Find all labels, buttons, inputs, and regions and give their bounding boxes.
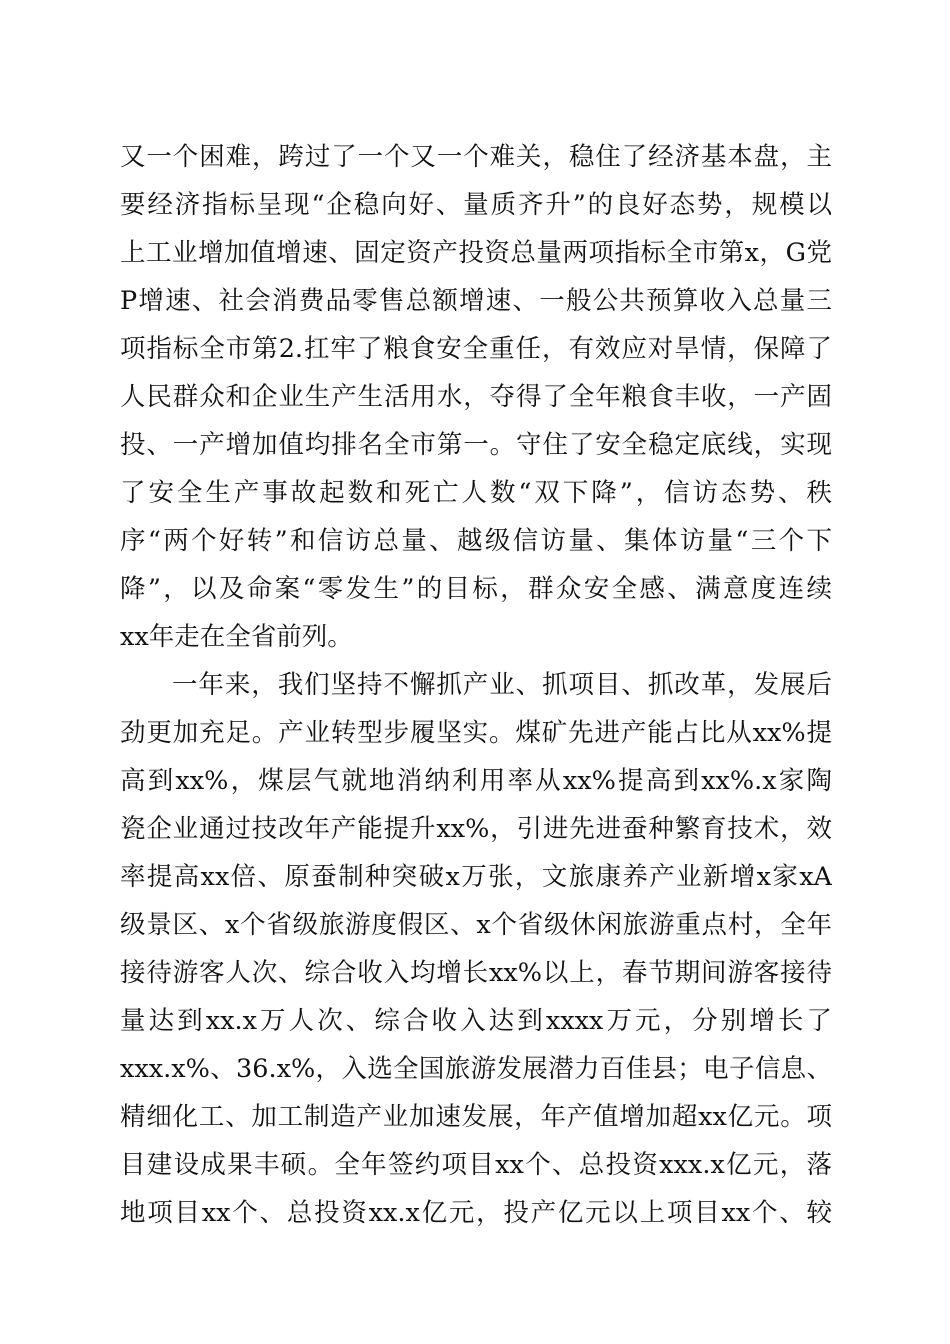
text-line: 又一个困难，跨过了一个又一个难关，稳住了经济基本盘，主	[120, 142, 832, 172]
text-line: 上工业增加值增速、固定资产投资总量两项指标全市第x，G党	[120, 238, 832, 268]
text-line: 劲更加充足。产业转型步履坚实。煤矿先进产能占比从xx%提	[120, 718, 832, 748]
text-line: 要经济指标呈现“企稳向好、量质齐升”的良好态势，规模以	[120, 190, 832, 220]
text-line: 投、一产增加值均排名全市第一。守住了安全稳定底线，实现	[120, 430, 832, 460]
text-line: 项指标全市第2.扛牢了粮食安全重任，有效应对旱情，保障了	[120, 334, 832, 364]
text-line: 精细化工、加工制造产业加速发展，年产值增加超xx亿元。项	[120, 1102, 832, 1132]
text-line: 一年来，我们坚持不懈抓产业、抓项目、抓改革，发展后	[172, 670, 832, 700]
text-line: 了安全生产事故起数和死亡人数“双下降”，信访态势、秩	[120, 478, 832, 508]
text-line: 目建设成果丰硕。全年签约项目xx个、总投资xxx.x亿元，落	[120, 1150, 832, 1180]
text-line: 量达到xx.x万人次、综合收入达到xxxx万元，分别增长了	[120, 1006, 832, 1036]
text-line: xxx.x%、36.x%，入选全国旅游发展潜力百佳县；电子信息、	[120, 1054, 832, 1084]
text-line: 降”，以及命案“零发生”的目标，群众安全感、满意度连续	[120, 574, 832, 604]
text-line: 率提高xx倍、原蚕制种突破x万张，文旅康养产业新增x家xA	[120, 862, 832, 892]
text-line: P增速、社会消费品零售总额增速、一般公共预算收入总量三	[120, 286, 832, 316]
text-line: 级景区、x个省级旅游度假区、x个省级休闲旅游重点村，全年	[120, 910, 832, 940]
text-line: 序“两个好转”和信访总量、越级信访量、集体访量“三个下	[120, 526, 832, 556]
text-line: 地项目xx个、总投资xx.x亿元，投产亿元以上项目xx个、较	[120, 1198, 832, 1228]
text-line: 人民群众和企业生产生活用水，夺得了全年粮食丰收，一产固	[120, 382, 832, 412]
text-line: 高到xx%，煤层气就地消纳利用率从xx%提高到xx%.x家陶	[120, 766, 832, 796]
text-line: xx年走在全省前列。	[120, 622, 353, 652]
text-line: 瓷企业通过技改年产能提升xx%，引进先进蚕种繁育技术，效	[120, 814, 832, 844]
text-line: 接待游客人次、综合收入均增长xx%以上，春节期间游客接待	[120, 958, 832, 988]
